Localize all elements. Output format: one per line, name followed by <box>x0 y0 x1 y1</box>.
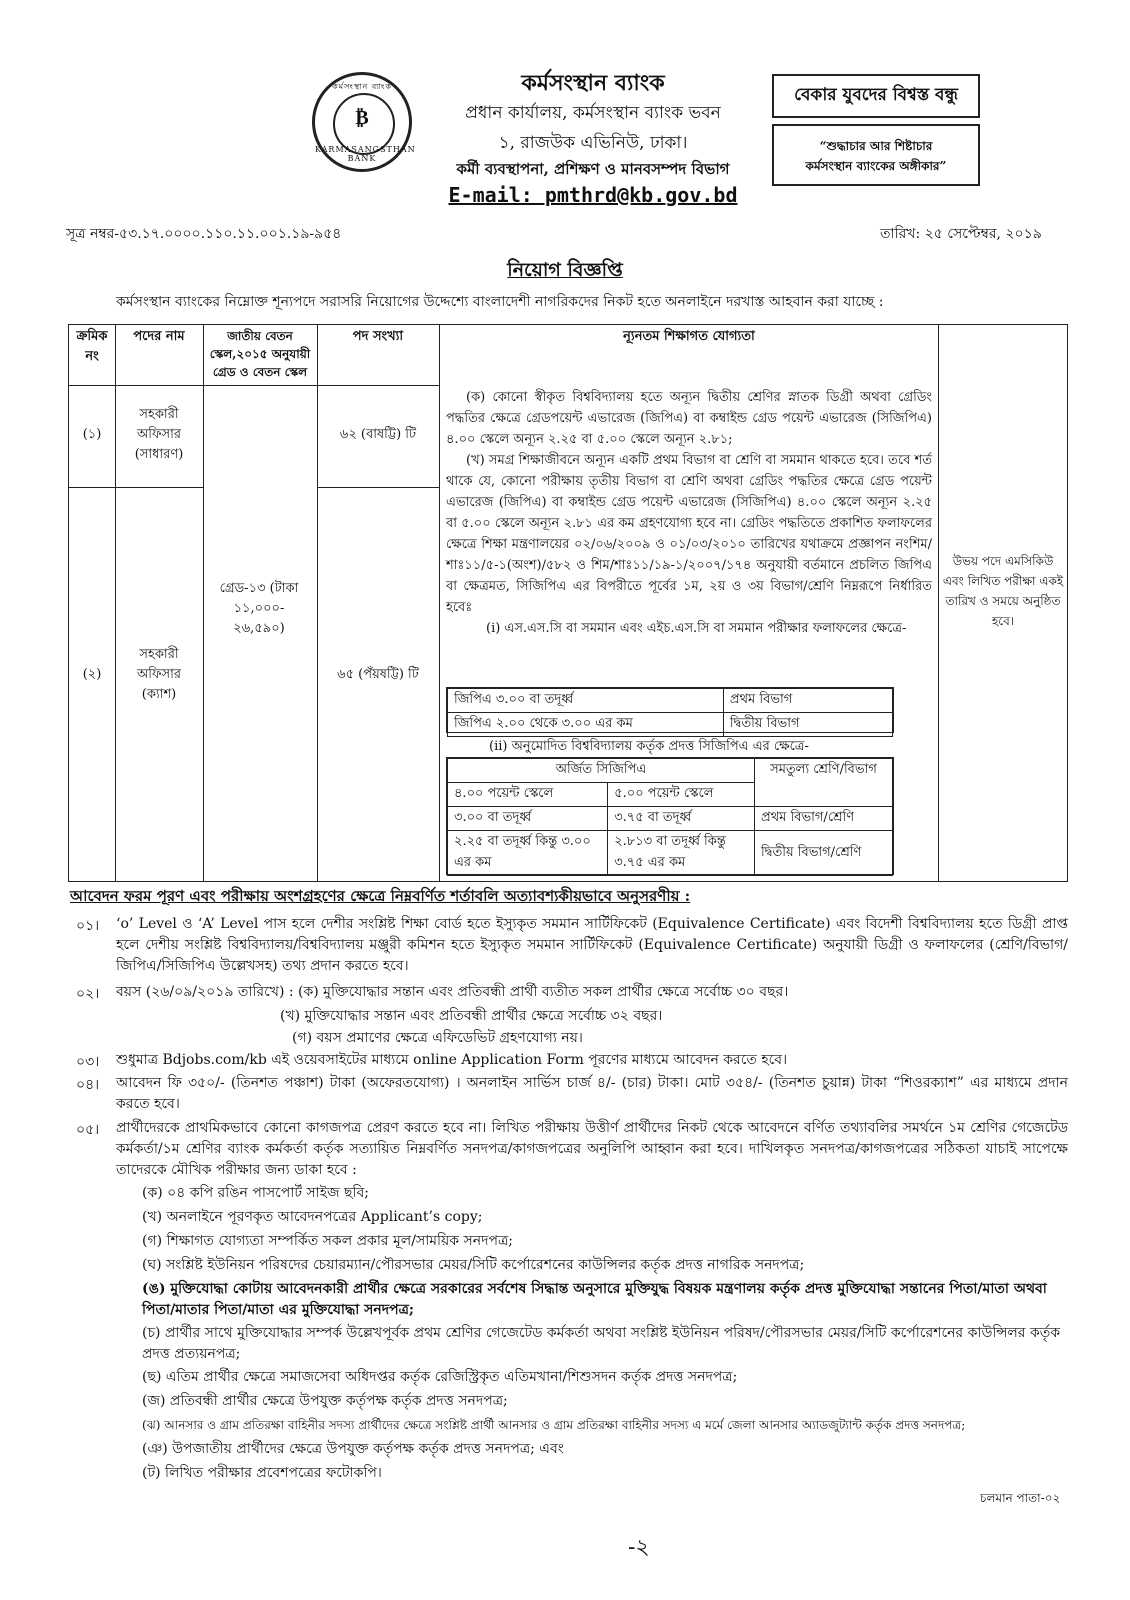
condition-2b: (খ) মুক্তিযোদ্ধার সন্তান এবং প্রতিবন্ধী প্রার্থীর ক্ষেত্রে সর্বোচ্চ ৩২ বছর। <box>280 1008 663 1024</box>
row2-serial: (২) <box>82 667 102 682</box>
table-row <box>448 831 893 876</box>
qualification-k: (ক) কোনো স্বীকৃত বিশ্ববিদ্যালয় হতে অন্যূন দ্বিতীয় শ্রেণির স্নাতক ডিগ্রী অথবা গ্রেডিং পদ্ধতির ক্ষেত্রে গ্রেডপয়েন্ট এভারেজ (জিপিএ) বা কম্বাইন্ড গ্রেড পয়েন্ট এভারেজ (সিজিপিএ) ৪.০০ স্কেলে অন্যূন ২.২৫ বা ৫.০০ স্কেলে অন্যূন ২.৮১; <box>446 390 932 447</box>
motto-box <box>772 124 980 186</box>
vacancy-table <box>68 324 1068 882</box>
memo-number: সূত্র নম্বর-৫৩.১৭.০০০০.১১০.১১.০০১.১৯-৯৫৪ <box>66 226 342 242</box>
seal-monogram: ₿ <box>355 105 369 129</box>
condition-4: আবেদন ফি ৩৫০/- (তিনশত পঞ্চাশ) টাকা (অফেরতযোগ্য) । অনলাইন সার্ভিস চার্জ ৪/- (চার) টাকা। মোট ৩৫৪/- (তিনশত চুয়ান্ন) টাকা “শিওরক্যাশ” এর মাধ্যমে প্রদান করতে হবে। <box>116 1075 1068 1112</box>
document-item: (চ) প্রার্থীর সাথে মুক্তিযোদ্ধার সম্পর্ক উল্লেখপূর্বক প্রথম শ্রেণির গেজেটেড কর্মকর্তা অথবা সংশ্লিষ্ট ইউনিয়ন পরিষদ/পৌরসভার মেয়র/সিটি কর্পোরেশনের কাউন্সিলর কর্তৃক প্রদত্ত প্রত্যয়নপত্র; <box>142 1325 1061 1362</box>
notice-date: তারিখ: ২৫ সেপ্টেম্বর, ২০১৯ <box>880 226 1042 242</box>
exam-remark: উভয় পদে এমসিকিউ এবং লিখিত পরীক্ষা একই তারিখ ও সময়ে অনুষ্ঠিত হবে। <box>942 554 1064 628</box>
head-office: প্রধান কার্যালয়, কর্মসংস্থান ব্যাংক ভবন <box>465 103 721 123</box>
document-item: (খ) অনলাইনে পূরণকৃত আবেদনপত্রের Applicant’s copy; <box>142 1209 483 1225</box>
document-item: (ঞ) উপজাতীয় প্রার্থীদের ক্ষেত্রে উপযুক্ত কর্তৃপক্ষ কর্তৃক প্রদত্ত সনদপত্র; এবং <box>142 1441 564 1457</box>
table-row <box>448 713 893 737</box>
cgpa-scale4: ৪.০০ পয়েন্ট স্কেলে <box>448 783 608 807</box>
row2-post: সহকারী অফিসার (ক্যাশ) <box>137 647 181 702</box>
document-item: (জ) প্রতিবন্ধী প্রার্থীর ক্ষেত্রে উপযুক্ত কর্তৃপক্ষ কর্তৃক প্রদত্ত সনদপত্র; <box>142 1393 508 1409</box>
col-divider <box>938 325 939 881</box>
table-row <box>448 759 893 783</box>
seal-top-text: কর্মসংস্থান ব্যাংক <box>332 82 392 91</box>
cgpa-s5: ৩.৭৫ বা তদূর্ধ্ব <box>608 807 755 831</box>
condition-5: প্রার্থীদেরকে প্রাথমিকভাবে কোনো কাগজপত্র প্রেরণ করতে হবে না। লিখিত পরীক্ষায় উত্তীর্ণ প্রার্থীদের নিকট থেকে আবেদনে বর্ণিত তথ্যাবলির সমর্থনে ১ম শ্রেণির গেজেটেড কর্মকর্তা/১ম শ্রেণির ব্যাংক কর্মকর্তা কর্তৃক সত্যায়িত নিম্নবর্ণিত সনদপত্র/কাগজপত্রের অনুলিপি আহ্বান করা হবে। দাখিলকৃত সনদপত্র/কাগজপত্রের সঠিকতা যাচাই সাপেক্ষে তাদেরকে মৌখিক পরীক্ষার জন্য ডাকা হবে : <box>116 1120 1068 1178</box>
qualification-i: (i) এস.এস.সি বা সমমান এবং এইচ.এস.সি বা সমমান পরীক্ষার ফলাফলের ক্ষেত্রে- <box>486 621 907 636</box>
header-count: পদ সংখ্যা <box>352 329 404 344</box>
cgpa-eq: প্রথম বিভাগ/শ্রেণি <box>755 807 893 831</box>
document-item: (ঘ) সংশ্লিষ্ট ইউনিয়ন পরিষদের চেয়ারম্যান/পৌরসভার মেয়র/সিটি কর্পোরেশনের কাউন্সিলর কর্তৃক প্রদত্ত নাগরিক সনদপত্র; <box>142 1257 805 1273</box>
row1-post: সহকারী অফিসার (সাধারণ) <box>134 407 184 462</box>
cgpa-table <box>446 757 894 875</box>
condition-number: ০২। <box>76 986 100 1002</box>
document-item: (ঝ) আনসার ও গ্রাম প্রতিরক্ষা বাহিনীর সদস্য প্রার্থীদের ক্ষেত্রে সংশ্লিষ্ট প্রার্থী আনসার ও গ্রাম প্রতিরক্ষা বাহিনীর সদস্য এ মর্মে জেলা আনসার অ্যাডজুট্যান্ট কর্তৃক প্রদত্ত সনদপত্র; <box>142 1418 966 1432</box>
row-divider <box>69 385 439 386</box>
bank-name: কর্মসংস্থান ব্যাংক <box>521 70 665 96</box>
document-item: (গ) শিক্ষাগত যোগ্যতা সম্পর্কিত সকল প্রকার মূল/সাময়িক সনদপত্র; <box>142 1233 513 1249</box>
row-divider <box>69 487 203 488</box>
cgpa-s4: ২.২৫ বা তদূর্ধ্ব কিন্তু ৩.০০ এর কম <box>448 831 608 876</box>
condition-number: ০৫। <box>76 1122 100 1138</box>
department: কর্মী ব্যবস্থাপনা, প্রশিক্ষণ ও মানবসম্পদ বিভাগ <box>456 160 730 178</box>
header-serial: ক্রমিক নং <box>76 329 108 364</box>
page-number: -২ <box>628 1535 650 1560</box>
division-cell: দ্বিতীয় বিভাগ <box>723 713 892 737</box>
condition-2a: বয়স (২৬/০৯/২০১৯ তারিখে) : (ক) মুক্তিযোদ্ধার সন্তান এবং প্রতিবন্ধী প্রার্থী ব্যতীত সকল প্রার্থীর ক্ষেত্রে সর্বোচ্চ ৩০ বছর। <box>116 984 789 1000</box>
seal-bottom-text: KARMASANGSTHAN BANK <box>315 145 416 163</box>
row-divider <box>317 487 439 488</box>
header-post: পদের নাম <box>133 329 185 344</box>
cgpa-scale5: ৫.০০ পয়েন্ট স্কেলে <box>608 783 755 807</box>
notice-intro: কর্মসংস্থান ব্যাংকের নিম্নোক্ত শূন্যপদে সরাসরি নিয়োগের উদ্দেশ্যে বাংলাদেশী নাগরিকদের নিকট হতে অনলাইনে দরখাস্ত আহবান করা যাচ্ছে : <box>116 294 884 310</box>
grade-scale: গ্রেড-১৩ (টাকা ১১,০০০- ২৬,৫৯০) <box>219 581 299 636</box>
col-divider <box>115 325 116 881</box>
address: ১, রাজউক এভিনিউ, ঢাকা। <box>498 133 688 153</box>
notice-title: নিয়োগ বিজ্ঞপ্তি <box>507 259 623 281</box>
motto-line-1: “শুদ্ধাচার আর শিষ্টাচার <box>819 139 933 153</box>
bank-seal-logo <box>312 72 416 172</box>
col-divider <box>203 325 204 881</box>
header-scale: জাতীয় বেতন স্কেল,২০১৫ অনুযায়ী গ্রেড ও বেতন স্কেল <box>209 329 311 379</box>
table-row <box>448 807 893 831</box>
gpa-cell: জিপিএ ২.০০ থেকে ৩.০০ এর কম <box>448 713 724 737</box>
condition-number: ০৪। <box>76 1077 100 1093</box>
motto-line-2: কর্মসংস্থান ব্যাংকের অঙ্গীকার” <box>805 159 947 173</box>
gpa-cell: জিপিএ ৩.০০ বা তদূর্ধ্ব <box>448 689 724 713</box>
condition-3: শুধুমাত্র Bdjobs.com/kb এই ওয়েবসাইটের মাধ্যমে online Application Form পূরণের মাধ্যমে আবেদন করতে হবে। <box>116 1052 788 1068</box>
cgpa-header-equiv: সমতুল্য শ্রেণি/বিভাগ <box>755 759 893 807</box>
cgpa-eq: দ্বিতীয় বিভাগ/শ্রেণি <box>755 831 893 876</box>
gpa-table <box>446 687 894 733</box>
row1-serial: (১) <box>82 427 102 442</box>
qualification-ii: (ii) অনুমোদিত বিশ্ববিদ্যালয় কর্তৃক প্রদত্ত সিজিপিএ এর ক্ষেত্রে- <box>489 739 809 754</box>
email-address: E-mail: pmthrd@kb.gov.bd <box>448 183 738 207</box>
division-cell: প্রথম বিভাগ <box>723 689 892 713</box>
row1-count: ৬২ (বাষট্টি) টি <box>339 427 417 442</box>
row2-count: ৬৫ (পঁয়ষট্টি) টি <box>337 667 419 682</box>
slogan-box: বেকার যুবদের বিশ্বস্ত বন্ধু <box>772 74 980 118</box>
continued-page: চলমান পাতা-০২ <box>980 1491 1061 1505</box>
table-row <box>448 689 893 713</box>
col-divider <box>439 325 440 881</box>
cgpa-s5: ২.৮১৩ বা তদূর্ধ্ব কিন্তু ৩.৭৫ এর কম <box>608 831 755 876</box>
condition-2c: (গ) বয়স প্রমাণের ক্ষেত্রে এফিডেভিট গ্রহণযোগ্য নয়। <box>292 1030 583 1046</box>
document-item: (ক) ০৪ কপি রঙিন পাসপোর্ট সাইজ ছবি; <box>142 1185 369 1201</box>
document-item: (ট) লিখিত পরীক্ষার প্রবেশপত্রের ফটোকপি। <box>142 1465 382 1481</box>
document-item: (ঙ) মুক্তিযোদ্ধা কোটায় আবেদনকারী প্রার্থীর ক্ষেত্রে সরকারের সর্বশেষ সিদ্ধান্ত অনুসারে মুক্তিযুদ্ধ বিষয়ক মন্ত্রণালয় কর্তৃক প্রদত্ত মুক্তিযোদ্ধা সন্তানের পিতা/মাতা অথবা পিতা/মাতার পিতা/মাতা এর মুক্তিযোদ্ধা সনদপত্র; <box>142 1281 1047 1318</box>
col-divider <box>317 325 318 881</box>
condition-1: ‘o’ Level ও ‘A’ Level পাস হলে দেশীর সংশ্লিষ্ট শিক্ষা বোর্ড হতে ইস্যুকৃত সমমান সার্টিফিকেট (Equivalence Certificate) এবং বিদেশী বিশ্ববিদ্যালয় হতে ডিগ্রী প্রাপ্ত হলে দেশীয় সংশ্লিষ্ট বিশ্ববিদ্যালয়/বিশ্ববিদ্যালয় মঞ্জুরী কমিশন হতে ইস্যুকৃত সমমান সার্টিফিকেট (Equivalence Certificate) অনুযায়ী ডিগ্রী ও ফলাফলের (শ্রেণি/বিভাগ/জিপিএ/সিজিপিএ উল্লেখসহ) তথ্য প্রদান করতে হবে। <box>116 916 1068 974</box>
document-item: (ছ) এতিম প্রার্থীর ক্ষেত্রে সমাজসেবা অধিদপ্তর কর্তৃক রেজিস্ট্রিকৃত এতিমখানা/শিশুসদন কর্তৃক প্রদত্ত সনদপত্র; <box>142 1369 738 1385</box>
condition-number: ০১। <box>76 918 100 934</box>
qualification-text <box>446 387 932 639</box>
cgpa-header-obtained: অর্জিত সিজিপিএ <box>448 759 755 783</box>
conditions-heading: আবেদন ফরম পূরণ এবং পরীক্ষায় অংশগ্রহণের ক্ষেত্রে নিম্নবর্ণিত শর্তাবলি অত্যাবশ্যকীয়ভাবে অনুসরণীয় : <box>70 887 691 905</box>
condition-number: ০৩। <box>76 1054 100 1070</box>
qualification-kh: (খ) সমগ্র শিক্ষাজীবনে অন্যূন একটি প্রথম বিভাগ বা শ্রেণি বা সমমান থাকতে হবে। তবে শর্ত থাকে যে, কোনো পরীক্ষায় তৃতীয় বিভাগ বা শ্রেণি অথবা গ্রেডিং পদ্ধতির ক্ষেত্রে গ্রেড পয়েন্ট এভারেজ (জিপিএ) বা কম্বাইন্ড গ্রেড পয়েন্ট এভারেজ (সিজিপিএ) ৪.০০ স্কেলে অন্যূন ২.২৫ বা ৫.০০ স্কেলে অন্যূন ২.৮১ এর কম গ্রহণযোগ্য হবে না। গ্রেডিং পদ্ধতিতে প্রকাশিত ফলাফলের ক্ষেত্রে শিক্ষা মন্ত্রণালয়ের ০২/০৬/২০০৯ ও ০১/০৩/২০১০ তারিখের যথাক্রমে প্রজ্ঞাপন নংশিম/শাঃ১১/৫-১(অংশ)/৫৮২ ও শিম/শাঃ১১/১৯-১/২০০৭/১৭৪ অনুযায়ী বর্তমানে প্রচলিত জিপিএ বা ক্ষেত্রমত, সিজিপিএ এর বিপরীতে পূর্বের ১ম, ২য় ও ৩য় বিভাগ/শ্রেণি নিম্নরূপে নির্ধারিত হবেঃ <box>446 453 932 615</box>
header-qualification: ন্যূনতম শিক্ষাগত যোগ্যতা <box>623 329 755 344</box>
cgpa-s4: ৩.০০ বা তদূর্ধ্ব <box>448 807 608 831</box>
